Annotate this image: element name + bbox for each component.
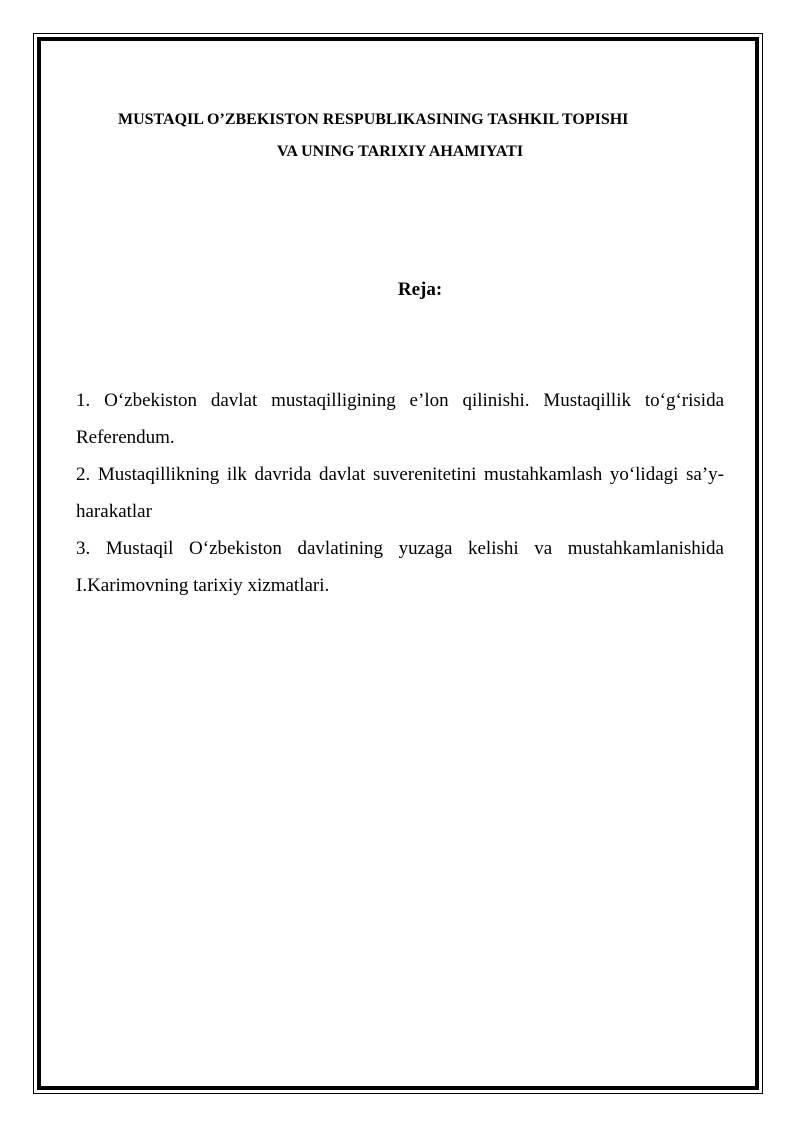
title-line-2: VA UNING TARIXIY AHAMIYATI bbox=[276, 143, 524, 160]
title-line-1: MUSTAQIL O’ZBEKISTON RESPUBLIKASINING TASHKIL TOPISHI bbox=[118, 111, 629, 128]
plan-item-2: 2. Mustaqillikning ilk davrida davlat suverenitetini mustahkamlash yo‘lidagi sa’y-harakatlar bbox=[76, 464, 724, 522]
plan-item-1: 1. O‘zbekiston davlat mustaqilligining e’lon qilinishi. Mustaqillik to‘g‘risida Referendum. bbox=[76, 390, 724, 448]
plan-list bbox=[76, 382, 724, 604]
plan-heading: Reja: bbox=[397, 279, 443, 300]
plan-item-3: 3. Mustaqil O‘zbekiston davlatining yuzaga kelishi va mustahkamlanishida I.Karimovning tarixiy xizmatlari. bbox=[76, 538, 724, 596]
document-title bbox=[76, 104, 724, 168]
